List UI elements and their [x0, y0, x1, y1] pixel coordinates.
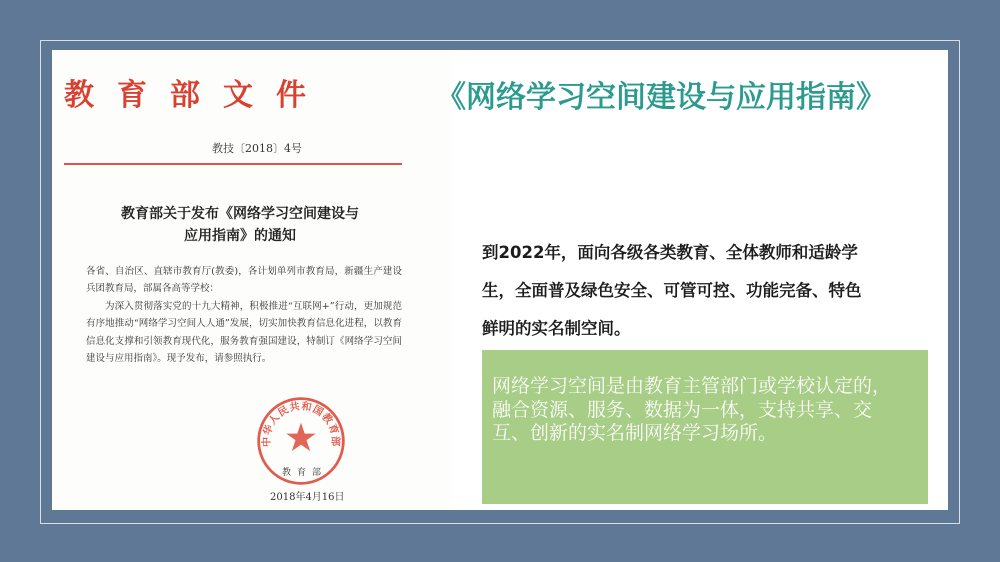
document-red-divider: [64, 163, 402, 165]
document-title-line2: 应用指南》的通知: [184, 228, 296, 244]
document-title: [100, 203, 380, 247]
document-number: 教技〔2018〕4号: [212, 142, 302, 155]
summary-text: 到2022年，面向各级各类教育、全体教师和适龄学生，全面普及绿色安全、可管可控、功能完备、特色鲜明的实名制空间。: [482, 243, 862, 338]
seal-caption: 教育部: [282, 468, 328, 478]
seal-text: 中华人民共和国教育部: [260, 400, 342, 448]
document-header: 教育部文件: [64, 78, 329, 113]
document-date: 2018年4月16日: [270, 492, 345, 503]
document-body: [86, 263, 402, 367]
definition-text: 网络学习空间是由教育主管部门或学校认定的，融合资源、服务、数据为一体，支持共享、交互、创新的实名制网络学习场所。: [492, 375, 892, 444]
document-addressee: 各省、自治区、直辖市教育厅(教委)，各计划单列市教育局，新疆生产建设兵团教育局，部属各高等学校：: [86, 266, 402, 295]
definition-box: [482, 350, 928, 504]
main-title: 《网络学习空间建设与应用指南》: [436, 80, 886, 115]
document-body-text: 为深入贯彻落实党的十九大精神，积极推进“互联网+”行动，更加规范有序地推动“网络学习空间人人通”发展，切实加快教育信息化进程，以教育信息化支撑和引领教育现代化，服务教育强国建设，特制订《网络学习空间建设与应用指南》。现予发布，请参照执行。: [86, 300, 402, 365]
document-title-line1: 教育部关于发布《网络学习空间建设与: [121, 206, 359, 222]
